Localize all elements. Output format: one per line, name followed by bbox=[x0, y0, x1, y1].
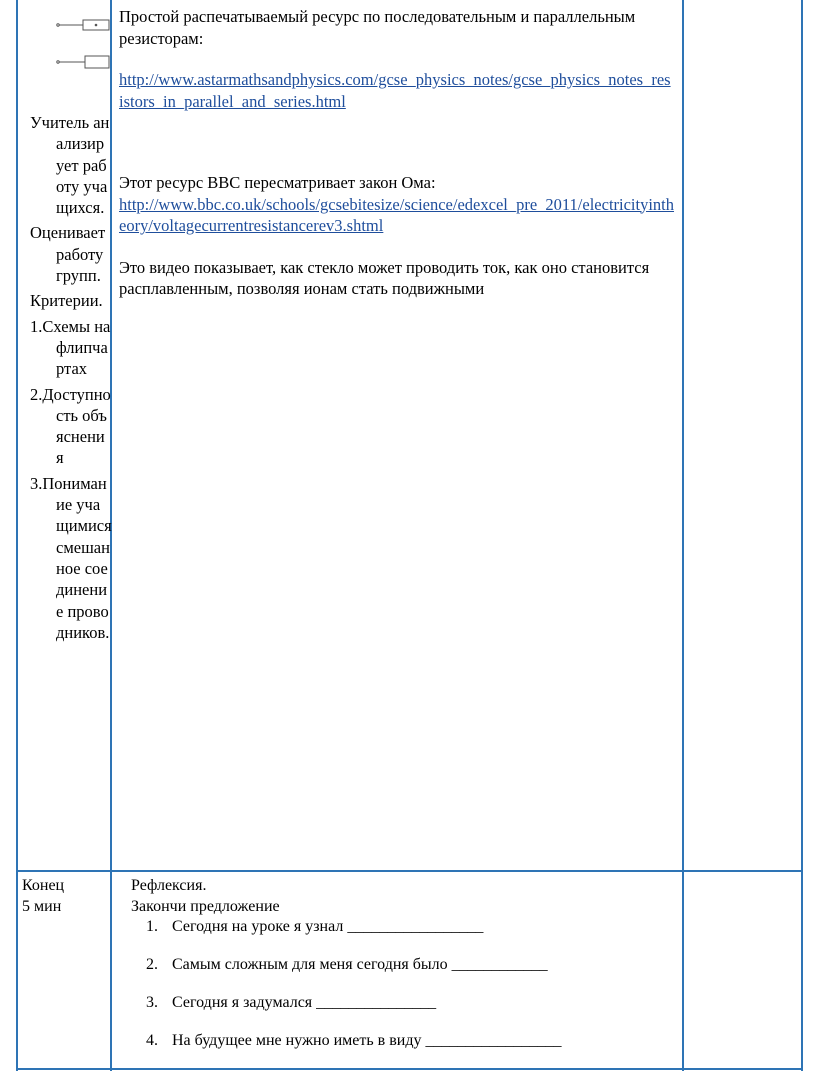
resource-intro-resistors: Простой распечатываемый ресурс по последовательным и параллельным резисторам: bbox=[119, 7, 636, 48]
resource-link-bbc[interactable]: http://www.bbc.co.uk/schools/gcsebitesize/science/edexcel_pre_2011/electricityintheory/voltagecurrentresistancerev3.shtml bbox=[119, 194, 675, 235]
list-item-text: Самым сложным для меня сегодня было ____________ bbox=[172, 956, 548, 973]
table-border-right bbox=[801, 0, 803, 1071]
resistor-diagram bbox=[50, 12, 112, 72]
series-resistor-symbol bbox=[57, 20, 109, 30]
list-item-number: 1. bbox=[146, 918, 158, 935]
resource-intro-ohms-law: Этот ресурс BBC пересматривает закон Ома: bbox=[119, 173, 436, 192]
reflection-list bbox=[146, 916, 666, 1068]
criterion-item: 3.Понимание учащимися смешанное соединение проводников. bbox=[30, 473, 112, 642]
resource-link-resistors[interactable]: http://www.astarmathsandphysics.com/gcse_physics_notes/gcse_physics_notes_resistors_in_parallel_and_series.html bbox=[119, 70, 671, 111]
reflection-instruction: Закончи предложение bbox=[131, 898, 280, 915]
list-item-text: На будущее мне нужно иметь в виду _________________ bbox=[172, 1032, 562, 1049]
reflection-cell bbox=[131, 875, 671, 917]
table-row-divider bbox=[16, 870, 803, 872]
assessment-paragraph: Оценивает работу групп. bbox=[30, 223, 106, 286]
list-item bbox=[146, 954, 666, 975]
resources-cell bbox=[119, 6, 675, 300]
criterion-item: 2.Доступность объяснения bbox=[30, 384, 111, 468]
stage-cell bbox=[22, 875, 64, 917]
list-item-text: Сегодня я задумался _______________ bbox=[172, 994, 437, 1011]
list-item bbox=[146, 916, 666, 937]
duration-label: 5 мин bbox=[22, 898, 62, 915]
table-border-bottom bbox=[16, 1068, 803, 1070]
list-item-number: 3. bbox=[146, 994, 158, 1011]
list-item bbox=[146, 1030, 666, 1051]
assessment-paragraph: Учитель анализирует работу учащихся. bbox=[30, 113, 110, 218]
table-border-left bbox=[16, 0, 18, 1071]
teacher-assessment-column bbox=[30, 112, 112, 643]
list-item-number: 2. bbox=[146, 956, 158, 973]
parallel-resistor-symbol bbox=[57, 56, 109, 68]
criterion-item: 1.Схемы на флипчартах bbox=[30, 316, 111, 379]
criteria-heading: Критерии. bbox=[30, 291, 103, 311]
table-border-col2 bbox=[682, 0, 684, 1071]
reflection-title: Рефлексия. bbox=[131, 877, 207, 894]
video-description: Это видео показывает, как стекло может проводить ток, как оно становится расплавленным, позволяя ионам стать подвижными bbox=[119, 257, 650, 298]
list-item-number: 4. bbox=[146, 1032, 158, 1049]
list-item bbox=[146, 992, 666, 1013]
stage-label: Конец bbox=[22, 877, 65, 894]
list-item-text: Сегодня на уроке я узнал _________________ bbox=[172, 918, 484, 935]
